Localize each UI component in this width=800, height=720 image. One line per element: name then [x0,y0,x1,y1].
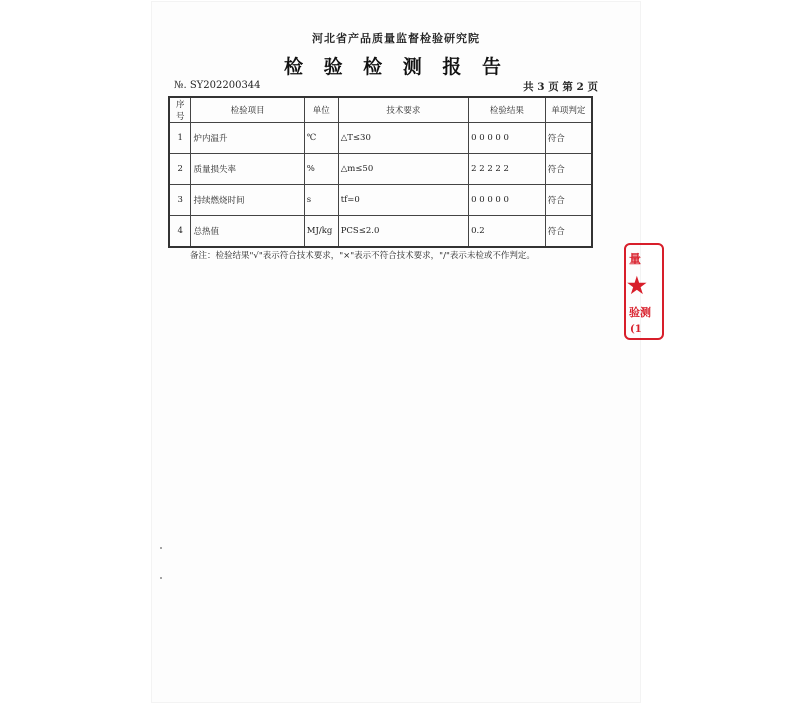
scan-speck [160,547,162,549]
table-row [169,185,592,216]
star-icon: ★ [627,273,647,299]
seal-border [624,243,664,340]
verdict: 符合 [545,154,592,185]
remarks-note: 备注：检验结果"√"表示符合技术要求，"×"表示不符合技术要求，"/"表示未检或不作判定。 [190,251,535,261]
organization-name: 河北省产品质量监督检验研究院 [312,32,480,45]
verdict: 符合 [545,216,592,248]
result: 0.2 [469,216,546,248]
table-row [169,216,592,248]
requirement: PCS≤2.0 [338,216,468,248]
requirement: △m≤50 [338,154,468,185]
column-header: 检验项目 [191,97,304,123]
test-item: 总热值 [191,216,304,248]
column-header: 技术要求 [338,97,468,123]
report-title: 检 验 检 测 报 告 [283,56,509,78]
row-number: 3 [169,185,191,216]
result: 0 0 0 0 0 [469,185,546,216]
column-header: 单项判定 [545,97,592,123]
row-number: 1 [169,123,191,154]
unit: ℃ [304,123,338,154]
test-item: 质量损失率 [191,154,304,185]
unit: % [304,154,338,185]
result: 0 0 0 0 0 [469,123,546,154]
row-number: 2 [169,154,191,185]
table-row [169,123,592,154]
test-item: 持续燃烧时间 [191,185,304,216]
report-page [152,2,640,702]
test-item: 炉内温升 [191,123,304,154]
seal-text: 验测 [629,306,651,319]
row-number: 4 [169,216,191,248]
seal-text: 量 [629,252,642,266]
verdict: 符合 [545,123,592,154]
page-info: 共 3 页 第 2 页 [523,81,598,93]
unit: MJ/kg [304,216,338,248]
results-table [168,96,593,248]
verdict: 符合 [545,185,592,216]
column-header: 单位 [304,97,338,123]
official-seal [624,243,651,340]
report-number: №. SY202200344 [174,80,261,91]
requirement: tf=0 [338,185,468,216]
column-header: 序号 [169,97,191,123]
result: 2 2 2 2 2 [469,154,546,185]
scan-speck [160,577,162,579]
unit: s [304,185,338,216]
seal-text: (1 [630,324,642,335]
table-header-row [169,97,592,123]
column-header: 检验结果 [469,97,546,123]
table-row [169,154,592,185]
requirement: △T≤30 [338,123,468,154]
